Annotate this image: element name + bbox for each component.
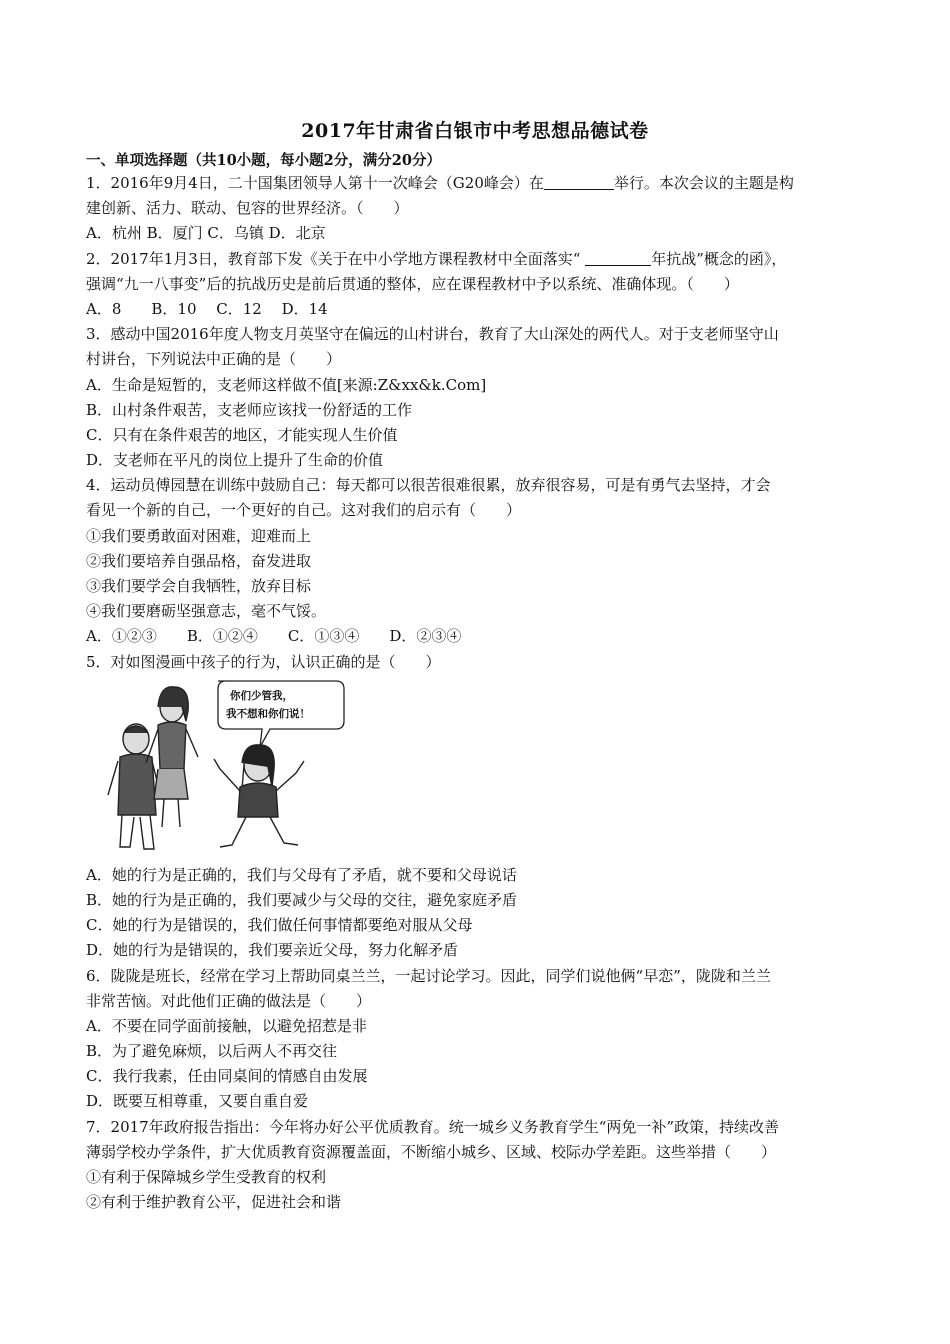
question-2-line-2: 强调“九一八事变”后的抗战历史是前后贯通的整体，应在课程教材中予以系统、准确体现。（ ） bbox=[86, 274, 739, 293]
page-title: 2017年甘肃省白银市中考思想品德试卷 bbox=[301, 120, 649, 142]
question-6-line-2: 非常苦恼。对此他们正确的做法是（ ） bbox=[86, 991, 372, 1010]
question-4-line-2: 看见一个新的自己，一个更好的自己。这对我们的启示有（ ） bbox=[86, 501, 522, 520]
question-7-line-2: 薄弱学校办学条件，扩大优质教育资源覆盖面，不断缩小城乡、区域、校际办学差距。这些举措（ ） bbox=[86, 1142, 777, 1161]
bubble-text-1: 你们少管我， bbox=[230, 689, 293, 702]
question-7-line-1: 7．2017年政府报告指出：今年将办好公平优质教育。统一城乡义务教育学生“两免一补”政策，持续改善 bbox=[86, 1117, 780, 1136]
q2-text-post: 年抗战”概念的函》， bbox=[651, 249, 787, 268]
question-3-option-c: C．只有在条件艰苦的地区，才能实现人生价值 bbox=[86, 425, 398, 444]
question-3-option-d: D．支老师在平凡的岗位上提升了生命的价值 bbox=[86, 451, 384, 470]
q2-blank bbox=[585, 249, 651, 266]
question-5-line-1: 5．对如图漫画中孩子的行为，认识正确的是（ ） bbox=[86, 652, 441, 671]
question-1-line-2: 建创新、活力、联动、包容的世界经济。（ ） bbox=[86, 199, 409, 218]
bubble-text-2: 我不想和你们说！ bbox=[226, 707, 310, 720]
question-1-options: A．杭州 B．厦门 C．乌镇 D．北京 bbox=[86, 224, 326, 243]
q1-text-post: 举行。本次会议的主题是构 bbox=[613, 174, 794, 192]
question-6-option-a: A．不要在同学面前接触，以避免招惹是非 bbox=[86, 1016, 367, 1035]
question-3-option-b: B．山村条件艰苦，支老师应该找一份舒适的工作 bbox=[86, 400, 413, 419]
speech-bubble bbox=[218, 681, 344, 747]
question-3-option-a: A．生命是短暂的，支老师这样做不值[来源:Z&xx&k.Com] bbox=[86, 375, 487, 394]
question-4-statement-1: ①我们要勇敢面对困难，迎难而上 bbox=[86, 526, 312, 545]
question-5-option-a: A．她的行为是正确的，我们与父母有了矛盾，就不要和父母说话 bbox=[86, 865, 517, 884]
question-4-options: A．①②③ B．①②④ C．①③④ D．②③④ bbox=[86, 627, 462, 646]
question-4-line-1: 4．运动员傅园慧在训练中鼓励自己：每天都可以很苦很难很累，放弃很容易，可是有勇气去坚持，才会 bbox=[86, 476, 771, 495]
section-heading: 一、单项选择题（共10小题，每小题2分，满分20分） bbox=[86, 152, 441, 169]
question-3-line-1: 3．感动中国2016年度人物支月英坚守在偏远的山村讲台，教育了大山深处的两代人。对于支老师坚守山 bbox=[86, 325, 779, 344]
question-7-statement-1: ①有利于保障城乡学生受教育的权利 bbox=[86, 1168, 327, 1186]
question-2-line-1 bbox=[86, 247, 876, 272]
question-5-option-c: C．她的行为是错误的，我们做任何事情都要绝对服从父母 bbox=[86, 916, 473, 935]
question-6-line-1: 6．陇陇是班长，经常在学习上帮助同桌兰兰，一起讨论学习。因此，同学们说他俩“早恋”，陇陇和兰兰 bbox=[86, 966, 771, 985]
question-6-option-b: B．为了避免麻烦，以后两人不再交往 bbox=[86, 1042, 338, 1061]
question-2-options: A．8 B．10 C．12 D．14 bbox=[86, 299, 328, 318]
question-5-option-d: D．她的行为是错误的，我们要亲近父母，努力化解矛盾 bbox=[86, 941, 459, 960]
question-1-line-1 bbox=[86, 171, 876, 196]
question-6-option-c: C．我行我素，任由同桌间的情感自由发展 bbox=[86, 1067, 368, 1086]
question-6-option-d: D．既要互相尊重，又要自重自爱 bbox=[86, 1092, 309, 1111]
daughter-figure bbox=[214, 745, 304, 847]
question-4-statement-2: ②我们要培养自强品格，奋发进取 bbox=[86, 551, 312, 570]
question-5-option-b: B．她的行为是正确的，我们要减少与父母的交往，避免家庭矛盾 bbox=[86, 890, 518, 909]
q1-blank bbox=[544, 173, 614, 190]
cartoon-illustration bbox=[100, 677, 350, 859]
q2-text-pre: 2．2017年1月3日，教育部下发《关于在中小学地方课程教材中全面落实“ bbox=[86, 249, 586, 268]
questions bbox=[86, 171, 876, 1215]
question-3-line-2: 村讲台，下列说法中正确的是（ ） bbox=[86, 350, 342, 369]
cartoon-figure bbox=[86, 675, 876, 863]
q1-text-pre: 1．2016年9月4日，二十国集团领导人第十一次峰会（G20峰会）在 bbox=[86, 174, 544, 192]
question-4-statement-3: ③我们要学会自我牺牲，放弃目标 bbox=[86, 577, 312, 595]
question-4-statement-4: ④我们要磨砺坚强意志，毫不气馁。 bbox=[86, 602, 327, 621]
question-7-statement-2: ②有利于维护教育公平，促进社会和谐 bbox=[86, 1193, 342, 1212]
father-figure bbox=[108, 724, 160, 849]
